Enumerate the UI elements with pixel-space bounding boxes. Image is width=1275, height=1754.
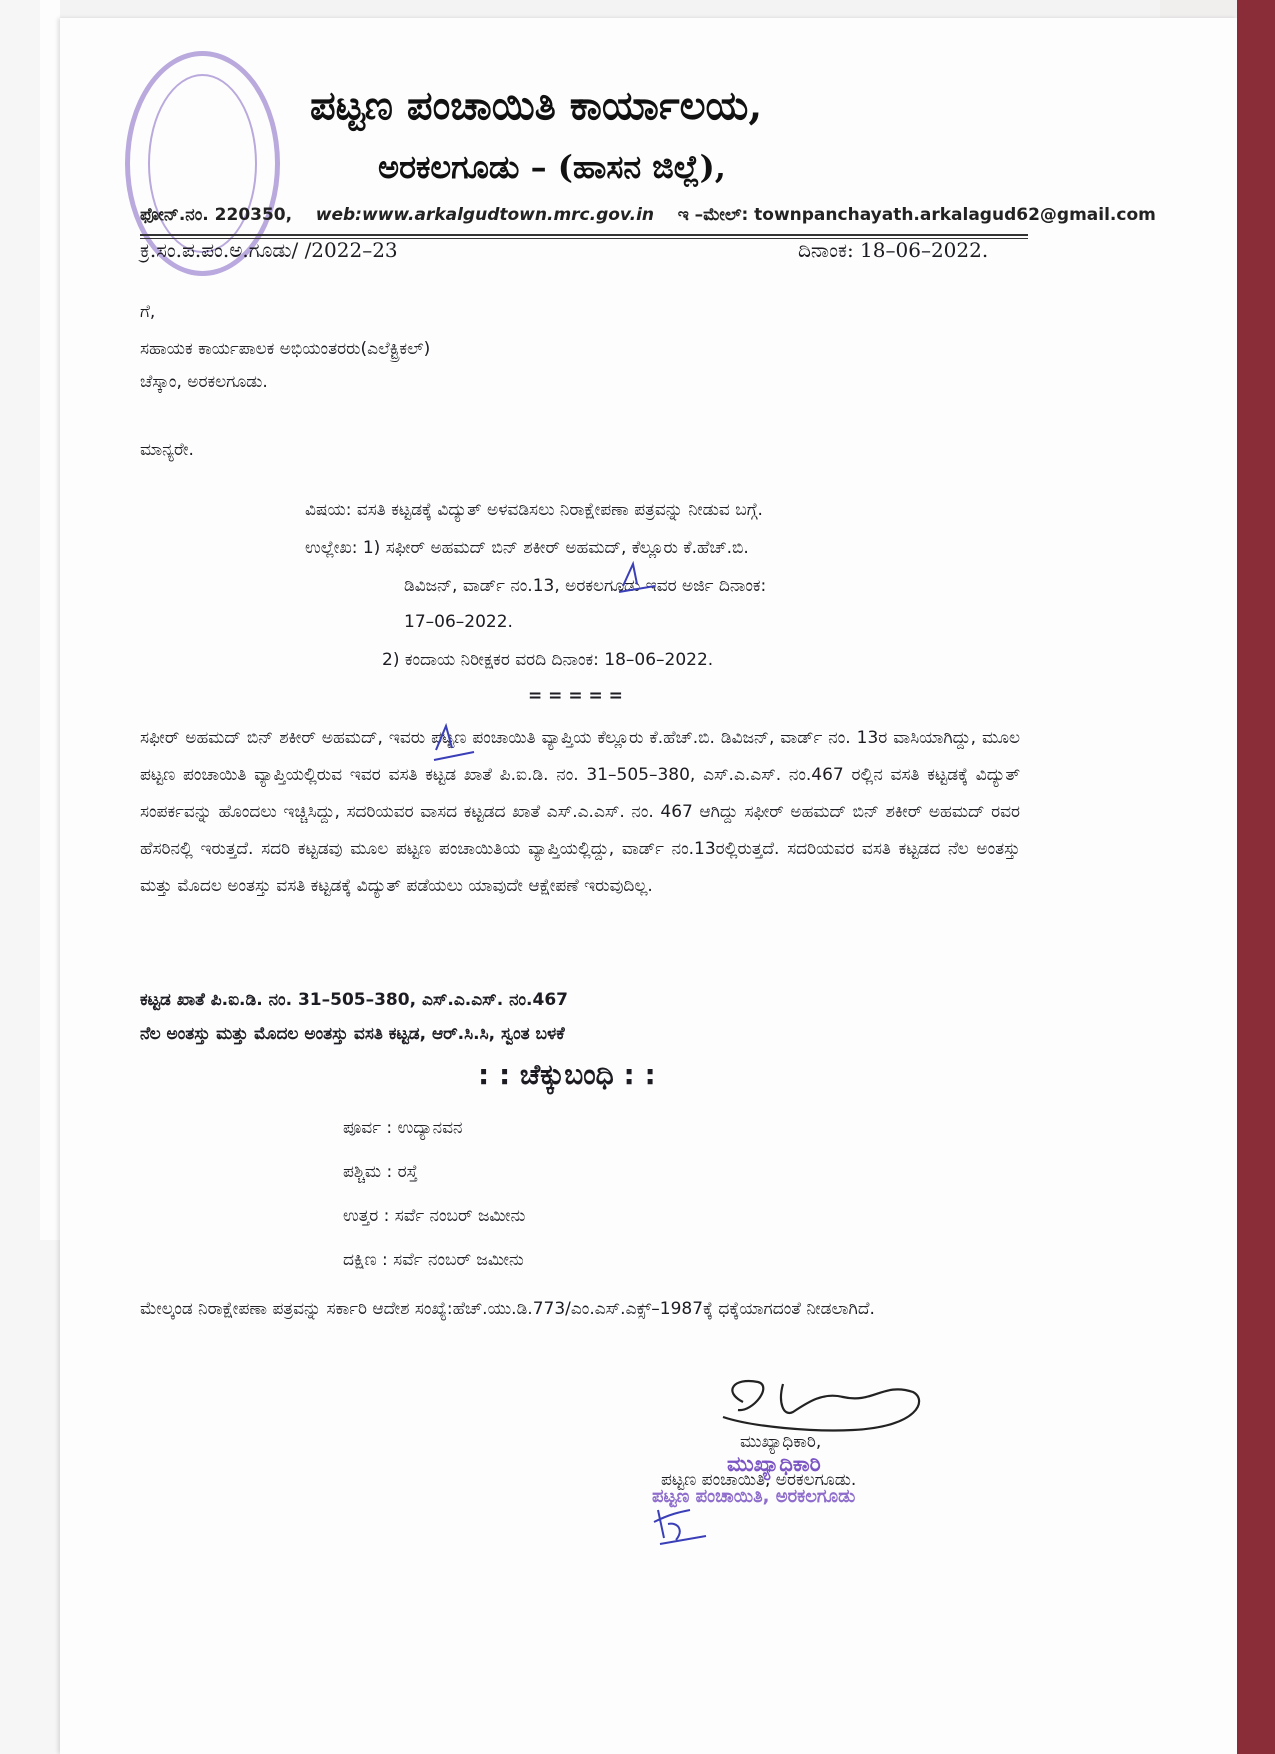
reference-number: ಕ್ರ.ಸಂ.ಪ.ಪಂ.ಅ.ಗೂಡು/ /2022–23: [140, 238, 398, 262]
stamp-title: ಮುಖ್ಯಾಧಿಕಾರಿ: [727, 1452, 821, 1476]
pen-mark-2: [615, 558, 665, 598]
property-details-line: ಕಟ್ಟಡ ಖಾತೆ ಪಿ.ಐ.ಡಿ. ನಂ. 31–505–380, ಎಸ್.ಎ.ಎಸ್. ನಂ.467: [140, 990, 569, 1010]
pen-mark-1: [430, 720, 480, 765]
initials-mark: [650, 1500, 710, 1548]
boundary-east: ಪೂರ್ವ : ಉದ್ಯಾನವನ: [343, 1118, 463, 1138]
addressee-to: ಗೆ,: [140, 302, 156, 322]
office-name-heading: ಪಟ್ಟಣ ಪಂಚಾಯಿತಿ ಕಾರ್ಯಾಲಯ,: [310, 82, 763, 129]
salutation: ಮಾನ್ಯರೇ.: [140, 440, 194, 460]
addressee-designation: ಸಹಾಯಕ ಕಾರ್ಯಪಾಲಕ ಅಭಿಯಂತರರು(ಎಲೆಕ್ಟ್ರಿಕಲ್): [140, 339, 431, 359]
signatory-designation: ಮುಖ್ಯಾಧಿಕಾರಿ,: [740, 1432, 822, 1452]
boundary-north: ಉತ್ತರ : ಸರ್ವೆ ನಂಬರ್ ಜಮೀನು: [343, 1206, 526, 1226]
property-type-line: ನೆಲ ಅಂತಸ್ತು ಮತ್ತು ಮೊದಲ ಅಂತಸ್ತು ವಸತಿ ಕಟ್ಟಡ, ಆರ್.ಸಿ.ಸಿ, ಸ್ವಂತ ಬಳಕೆ: [140, 1024, 565, 1044]
letterhead-rule: [140, 234, 1028, 236]
email-address[interactable]: ಇ –ಮೇಲ್: townpanchayath.arkalagud62@gmail.com: [677, 205, 1156, 225]
contact-line: [140, 205, 1156, 225]
letter-date: ದಿನಾಂಕ: 18–06–2022.: [798, 238, 989, 262]
office-seal-inner-ring: [148, 74, 257, 253]
phone-number: ಫೋನ್.ನಂ. 220350,: [140, 205, 293, 225]
separator: = = = = =: [528, 686, 623, 706]
reference-line-3: 17–06–2022.: [404, 612, 513, 632]
body-paragraph: ಸಫೀರ್ ಅಹಮದ್ ಬಿನ್ ಶಕೀರ್ ಅಹಮದ್, ಇವರು ಪಟ್ಟಣ ಪಂಚಾಯಿತಿ ವ್ಯಾಪ್ತಿಯ ಕೆಲ್ಲೂರು ಕೆ.ಹೆಚ್.ಬಿ. ಡಿವಿಜನ್, ವಾರ್ಡ್ ನಂ. 13ರ ವಾಸಿಯಾಗಿದ್ದು, ಮೂಲ ಪಟ್ಟಣ ಪಂಚಾಯಿತಿ ವ್ಯಾಪ್ತಿಯಲ್ಲಿರುವ ಇವರ ವಸತಿ ಕಟ್ಟಡ ಖಾತೆ ಪಿ.ಐ.ಡಿ. ನಂ. 31–505–380, ಎಸ್.ಎ.ಎಸ್. ನಂ.467 ರಲ್ಲಿನ ವಸತಿ ಕಟ್ಟಡಕ್ಕೆ ವಿದ್ಯುತ್ ಸಂಪರ್ಕವನ್ನು ಹೊಂದಲು ಇಚ್ಚಿಸಿದ್ದು, ಸದರಿಯವರ ವಾಸದ ಕಟ್ಟಡದ ಖಾತೆ ಎಸ್.ಎ.ಎಸ್. ನಂ. 467 ಆಗಿದ್ದು ಸಫೀರ್ ಅಹಮದ್ ಬಿನ್ ಶಕೀರ್ ಅಹಮದ್ ರವರ ಹೆಸರಿನಲ್ಲಿ ಇರುತ್ತದೆ. ಸದರಿ ಕಟ್ಟಡವು ಮೂಲ ಪಟ್ಟಣ ಪಂಚಾಯಿತಿಯ ವ್ಯಾಪ್ತಿಯಲ್ಲಿದ್ದು, ವಾರ್ಡ್ ನಂ.13ರಲ್ಲಿರುತ್ತದೆ. ಸದರಿಯವರ ವಸತಿ ಕಟ್ಟಡದ ನೆಲ ಅಂತಸ್ತು ಮತ್ತು ಮೊದಲ ಅಂತಸ್ತು ವಸತಿ ಕಟ್ಟಡಕ್ಕೆ ವಿದ್ಯುತ್ ಪಡೆಯಲು ಯಾವುದೇ ಆಕ್ಷೇಪಣೆ ಇರುವುದಿಲ್ಲ.: [140, 728, 1020, 896]
reference-line-2: ಡಿವಿಜನ್, ವಾರ್ಡ್ ನಂ.13, ಅರಕಲಗೂಡು ಇವರ ಅರ್ಜಿ ದಿನಾಂಕ:: [404, 576, 767, 596]
reference-line-1: ಉಲ್ಲೇಖ: 1) ಸಫೀರ್ ಅಹಮದ್ ಬಿನ್ ಶಕೀರ್ ಅಹಮದ್, ಕೆಲ್ಲೂರು ಕೆ.ಹೆಚ್.ಬಿ.: [305, 538, 749, 558]
closing-paragraph: ಮೇಲ್ಕಂಡ ನಿರಾಕ್ಷೇಪಣಾ ಪತ್ರವನ್ನು ಸರ್ಕಾರಿ ಆದೇಶ ಸಂಖ್ಯೆ:ಹೆಚ್.ಯು.ಡಿ.773/ಎಂ.ಎಸ್.ಎಕ್ಸ್–1987ಕ್ಕೆ ಧಕ್ಕೆಯಾಗದಂತೆ ನೀಡಲಾಗಿದೆ.: [140, 1299, 875, 1319]
boundary-west: ಪಶ್ಚಿಮ : ರಸ್ತೆ: [343, 1162, 418, 1182]
stamp-office: ಪಟ್ಟಣ ಪಂಚಾಯಿತಿ, ಅರಕಲಗೂಡು: [652, 1486, 856, 1507]
website-link[interactable]: web:www.arkalgudtown.mrc.gov.in: [315, 205, 655, 225]
reference-line-4: 2) ಕಂದಾಯ ನಿರೀಕ್ಷಕರ ವರದಿ ದಿನಾಂಕ: 18–06–2022.: [382, 650, 714, 670]
signatory-office: ಪಟ್ಟಣ ಪಂಚಾಯಿತಿ, ಅರಕಲಗೂಡು.: [661, 1470, 857, 1490]
addressee-office: ಚೆಸ್ಕಾಂ, ಅರಕಲಗೂಡು.: [140, 372, 268, 392]
boundary-south: ದಕ್ಷಿಣ : ಸರ್ವೆ ನಂಬರ್ ಜಮೀನು: [343, 1250, 524, 1270]
boundaries-title: : : ಚೆಕ್ಕುಬಂಧಿ : :: [478, 1058, 656, 1091]
subject-line: ವಿಷಯ: ವಸತಿ ಕಟ್ಟಡಕ್ಕೆ ವಿದ್ಯುತ್ ಅಳವಡಿಸಲು ನಿರಾಕ್ಷೇಪಣಾ ಪತ್ರವನ್ನು ನೀಡುವ ಬಗ್ಗೆ.: [305, 500, 763, 520]
office-location-heading: ಅರಕಲಗೂಡು – (ಹಾಸನ ಜಿಲ್ಲೆ),: [378, 148, 726, 186]
maroon-folder-edge: [1237, 0, 1275, 1754]
